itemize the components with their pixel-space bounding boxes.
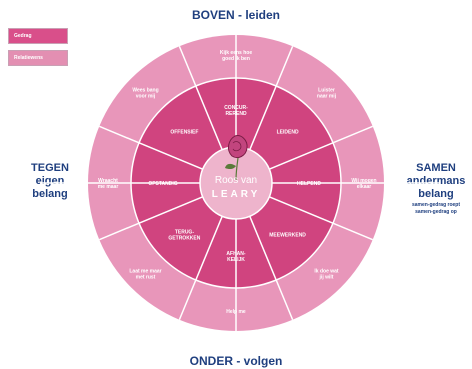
axis-left-line1: TEGEN: [31, 162, 69, 174]
outer-segment-label-5-line1: met rust: [135, 274, 156, 281]
axis-right-line3: belang: [418, 188, 454, 200]
outer-segment-label-1-line0: Luister: [318, 87, 335, 94]
inner-segment-label-3-line0: MEEWERKEND: [269, 232, 306, 239]
center-title-line2: LEARY: [211, 189, 261, 200]
outer-segment-label-7-line0: Wees bang: [132, 87, 159, 94]
inner-segment-label-4-line1: KELIJK: [227, 257, 245, 263]
axis-label-top: BOVEN - leiden: [191, 8, 280, 22]
outer-segment-label-6-line1: me maar: [97, 184, 119, 190]
axis-left-line3: belang: [32, 188, 68, 200]
outer-segment-label-5-line0: Laat me maar: [129, 268, 162, 275]
inner-segment-label-1-line0: LEIDEND: [276, 129, 299, 136]
inner-segment-label-5-line1: GETROKKEN: [168, 235, 201, 242]
inner-segment-label-5-line0: TERUG-: [174, 229, 194, 236]
legend-behavior: Gedrag: [8, 28, 68, 44]
axis-right-line1: SAMEN: [416, 162, 456, 174]
outer-segment-label-2-line0: Wij mogen: [351, 178, 377, 184]
axis-label-bottom: ONDER - volgen: [189, 354, 283, 368]
outer-segment-label-3-line0: Ik doe wat: [314, 268, 339, 275]
outer-segment-label-6-line0: Wraacht: [98, 178, 118, 184]
axis-left-line2: eigen: [35, 175, 65, 187]
axis-right-sub1: samen-gedrag roept: [411, 202, 461, 208]
outer-segment-label-4-line0: Help me: [226, 309, 246, 315]
outer-segment-label-2-line1: elkaar: [356, 184, 372, 190]
inner-segment-label-0-line1: REREND: [225, 111, 247, 117]
outer-segment-label-7-line1: voor mij: [135, 93, 156, 100]
inner-segment-label-7-line0: OFFENSIEF: [170, 129, 199, 136]
legend-relation-wish: Relatiewens: [8, 50, 68, 66]
outer-segment-label-1-line1: naar mij: [316, 93, 337, 100]
outer-segment-label-3-line1: jij wilt: [319, 274, 334, 281]
center-title-line1: Roos van: [214, 175, 258, 186]
inner-segment-label-2-line0: HELPEND: [297, 181, 321, 187]
inner-segment-label-0-line0: CONCUR-: [224, 105, 248, 111]
outer-segment-label-0-line1: goed ik ben: [222, 56, 250, 62]
inner-segment-label-4-line0: AFHAN-: [226, 251, 246, 257]
axis-right-line2: andermans: [406, 175, 466, 187]
inner-segment-label-6-line0: OPSTANDIG: [148, 181, 178, 187]
axis-right-sub2: samen-gedrag op: [415, 209, 457, 215]
outer-segment-label-0-line0: Kijk eens hoe: [219, 50, 253, 56]
